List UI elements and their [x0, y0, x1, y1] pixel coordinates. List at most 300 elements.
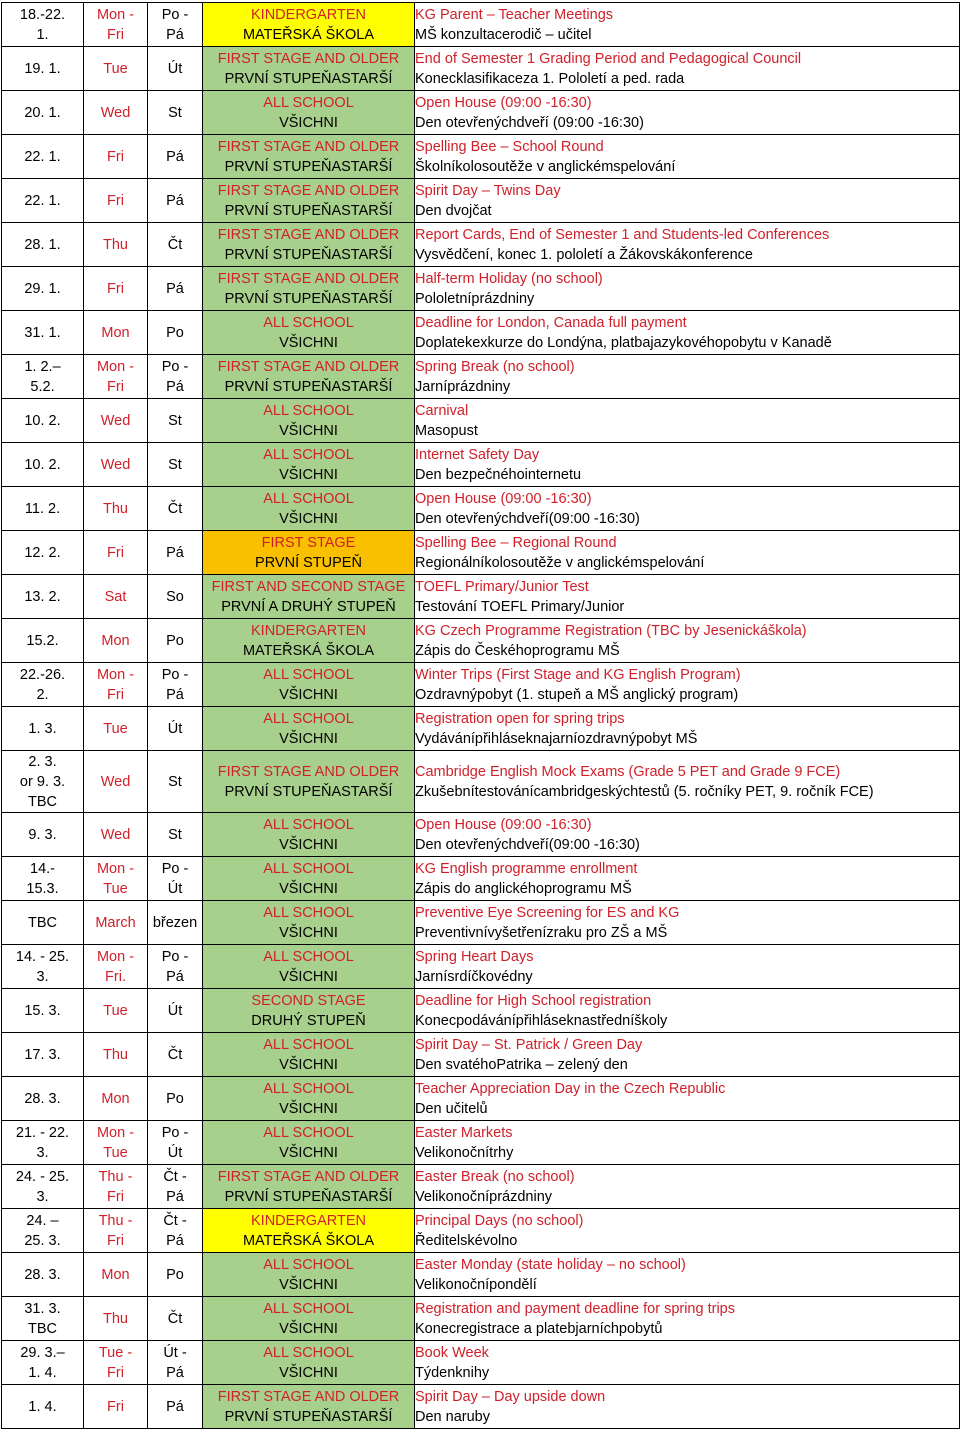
date-cell-line: 1.: [36, 26, 49, 43]
date-cell: [2, 707, 84, 751]
date-cell-line: 18.-22.: [19, 6, 66, 23]
weekday-cz-cell-line: Čt: [167, 1046, 183, 1063]
weekday-cz-cell: [148, 135, 203, 179]
date-cell-line: 12. 2.: [24, 544, 61, 561]
event-cell: [415, 663, 960, 707]
event-cell: [415, 1033, 960, 1077]
audience-cell: [203, 751, 415, 813]
weekday-en-cell: [84, 1033, 148, 1077]
event-cz: Den otevřenýchdveří (09:00 -16:30): [415, 114, 644, 131]
weekday-cz-cell: [148, 575, 203, 619]
table-row: [2, 1341, 960, 1385]
date-cell-line: 29. 1.: [24, 280, 61, 297]
event-en: Open House (09:00 -16:30): [415, 816, 592, 833]
date-cell-line: 1. 4.: [28, 1364, 57, 1381]
weekday-cz-cell: [148, 1297, 203, 1341]
weekday-cz-cell: [148, 355, 203, 399]
table-row: [2, 813, 960, 857]
event-cell: [415, 813, 960, 857]
weekday-cz-cell-line: Po: [166, 1266, 184, 1283]
audience-en: KINDERGARTEN: [251, 622, 366, 639]
audience-cz: PRVNÍ STUPEŇASTARŠÍ: [224, 378, 393, 395]
event-en: Spirit Day – Twins Day: [415, 182, 561, 199]
event-cell: [415, 707, 960, 751]
event-en: End of Semester 1 Grading Period and Pedagogical Council: [415, 50, 802, 67]
event-en: Spring Break (no school): [415, 358, 575, 375]
event-cz: Den otevřenýchdveří(09:00 -16:30): [415, 510, 640, 527]
weekday-en-cell-line: Wed: [100, 456, 131, 473]
audience-cz: VŠICHNI: [279, 334, 338, 351]
weekday-cz-cell: [148, 399, 203, 443]
audience-cz: MATEŘSKÁ ŠKOLA: [242, 26, 375, 43]
audience-en: ALL SCHOOL: [263, 816, 354, 833]
table-row: [2, 857, 960, 901]
weekday-en-cell: [84, 1121, 148, 1165]
weekday-en-cell: [84, 223, 148, 267]
weekday-cz-cell-line: So: [166, 588, 184, 605]
audience-cell: [203, 813, 415, 857]
event-cell: [415, 1209, 960, 1253]
audience-cell: [203, 1253, 415, 1297]
audience-cell: [203, 355, 415, 399]
event-cell: [415, 223, 960, 267]
weekday-en-cell-line: Wed: [100, 104, 131, 121]
audience-cz: VŠICHNI: [279, 466, 338, 483]
event-cz: Den dvojčat: [415, 202, 492, 219]
event-en: Half-term Holiday (no school): [415, 270, 603, 287]
audience-en: ALL SCHOOL: [263, 1256, 354, 1273]
date-cell-line: 3.: [36, 1188, 49, 1205]
date-cell-line: 14. - 25.: [15, 948, 70, 965]
date-cell: [2, 901, 84, 945]
event-cell: [415, 355, 960, 399]
audience-en: FIRST AND SECOND STAGE: [211, 578, 406, 595]
weekday-en-cell-line: Tue: [103, 1144, 128, 1161]
audience-cell: [203, 47, 415, 91]
date-cell-line: 3.: [36, 1144, 49, 1161]
audience-cz: VŠICHNI: [279, 968, 338, 985]
event-cell: [415, 1297, 960, 1341]
weekday-cz-cell-line: Pá: [166, 192, 184, 209]
weekday-en-cell-line: Fri: [107, 148, 124, 165]
weekday-cz-cell-line: Po: [166, 324, 184, 341]
weekday-cz-cell-line: Pá: [166, 1364, 184, 1381]
event-cell: [415, 3, 960, 47]
table-row: [2, 443, 960, 487]
table-row: [2, 901, 960, 945]
event-cz: Vysvědčení, konec 1. pololetí a Žákovskákonference: [415, 246, 753, 263]
audience-en: FIRST STAGE AND OLDER: [217, 270, 400, 287]
date-cell-line: 11. 2.: [24, 500, 61, 517]
date-cell-line: 17. 3.: [24, 1046, 61, 1063]
audience-cz: VŠICHNI: [279, 510, 338, 527]
weekday-cz-cell-line: Pá: [166, 1232, 184, 1249]
audience-cz: PRVNÍ STUPEŇASTARŠÍ: [224, 783, 393, 800]
audience-cell: [203, 575, 415, 619]
date-cell-line: 15.3.: [26, 880, 59, 897]
event-en: Winter Trips (First Stage and KG English Program): [415, 666, 741, 683]
weekday-cz-cell-line: Út -: [163, 1344, 187, 1361]
audience-cz: PRVNÍ A DRUHÝ STUPEŇ: [221, 598, 396, 615]
date-cell: [2, 267, 84, 311]
weekday-cz-cell-line: Út: [167, 1002, 183, 1019]
weekday-en-cell: [84, 945, 148, 989]
audience-cz: PRVNÍ STUPEŇASTARŠÍ: [224, 1188, 393, 1205]
audience-cz: PRVNÍ STUPEŇASTARŠÍ: [224, 246, 393, 263]
weekday-en-cell: [84, 1165, 148, 1209]
event-cz: Ozdravnýpobyt (1. stupeň a MŠ anglický program): [415, 686, 739, 703]
event-cell: [415, 1165, 960, 1209]
weekday-cz-cell-line: Pá: [166, 686, 184, 703]
weekday-cz-cell: [148, 1385, 203, 1429]
event-cell: [415, 179, 960, 223]
audience-en: ALL SCHOOL: [263, 402, 354, 419]
audience-en: FIRST STAGE AND OLDER: [217, 1168, 400, 1185]
audience-cell: [203, 663, 415, 707]
weekday-en-cell: [84, 135, 148, 179]
date-cell: [2, 1165, 84, 1209]
weekday-en-cell-line: Mon -: [96, 860, 135, 877]
event-cz: Jarnísrdíčkovédny: [415, 968, 533, 985]
table-row: [2, 1297, 960, 1341]
weekday-cz-cell: [148, 813, 203, 857]
weekday-cz-cell: [148, 1341, 203, 1385]
date-cell: [2, 1385, 84, 1429]
event-cell: [415, 1385, 960, 1429]
date-cell-line: 20. 1.: [24, 104, 61, 121]
event-cz: Preventivnívyšetřenízraku pro ZŠ a MŠ: [415, 924, 668, 941]
weekday-en-cell-line: Mon -: [96, 6, 135, 23]
weekday-en-cell: [84, 311, 148, 355]
event-cz: Masopust: [415, 422, 478, 439]
weekday-en-cell-line: Mon: [101, 1090, 130, 1107]
date-cell-line: 3.: [36, 968, 49, 985]
table-row: [2, 267, 960, 311]
event-en: Deadline for London, Canada full payment: [415, 314, 687, 331]
weekday-cz-cell: [148, 487, 203, 531]
weekday-cz-cell-line: St: [168, 773, 182, 790]
weekday-cz-cell: [148, 1121, 203, 1165]
weekday-en-cell: [84, 707, 148, 751]
event-cz: Den učitelů: [415, 1100, 488, 1117]
weekday-en-cell-line: Mon -: [96, 358, 135, 375]
weekday-en-cell-line: Tue: [103, 880, 128, 897]
audience-en: ALL SCHOOL: [263, 314, 354, 331]
table-row: [2, 311, 960, 355]
table-row: [2, 575, 960, 619]
weekday-cz-cell: [148, 443, 203, 487]
audience-cz: PRVNÍ STUPEŇ: [255, 554, 362, 571]
date-cell-line: 10. 2.: [24, 412, 61, 429]
event-cz: Velikonočníprázdniny: [415, 1188, 553, 1205]
table-row: [2, 1385, 960, 1429]
table-row: [2, 355, 960, 399]
weekday-en-cell-line: Wed: [100, 826, 131, 843]
date-cell-line: 29. 3.–: [20, 1344, 65, 1361]
event-en: Registration and payment deadline for spring trips: [415, 1300, 735, 1317]
weekday-cz-cell-line: Čt -: [163, 1168, 187, 1185]
event-cell: [415, 1121, 960, 1165]
audience-en: FIRST STAGE AND OLDER: [217, 182, 400, 199]
weekday-en-cell-line: Fri: [107, 378, 124, 395]
weekday-cz-cell: [148, 707, 203, 751]
weekday-cz-cell: [148, 989, 203, 1033]
event-cell: [415, 857, 960, 901]
weekday-cz-cell: [148, 3, 203, 47]
date-cell-line: 2. 3.: [28, 753, 57, 770]
weekday-en-cell: [84, 619, 148, 663]
audience-cz: VŠICHNI: [279, 880, 338, 897]
event-en: Carnival: [415, 402, 469, 419]
event-cz: Týdenknihy: [415, 1364, 490, 1381]
audience-en: ALL SCHOOL: [263, 948, 354, 965]
date-cell-line: 14.-: [30, 860, 55, 877]
event-cell: [415, 1253, 960, 1297]
audience-cz: PRVNÍ STUPEŇASTARŠÍ: [224, 290, 393, 307]
weekday-en-cell: [84, 1385, 148, 1429]
audience-cz: PRVNÍ STUPEŇASTARŠÍ: [224, 158, 393, 175]
event-cz: Konecklasifikaceza 1. Pololetí a ped. rada: [415, 70, 685, 87]
audience-cell: [203, 91, 415, 135]
weekday-en-cell: [84, 443, 148, 487]
weekday-en-cell-line: Fri: [107, 280, 124, 297]
weekday-en-cell-line: March: [95, 914, 136, 931]
event-cell: [415, 91, 960, 135]
date-cell: [2, 1121, 84, 1165]
audience-en: ALL SCHOOL: [263, 1036, 354, 1053]
event-cz: Jarníprázdniny: [415, 378, 511, 395]
date-cell: [2, 399, 84, 443]
weekday-en-cell: [84, 531, 148, 575]
event-cell: [415, 47, 960, 91]
table-row: [2, 3, 960, 47]
audience-cz: MATEŘSKÁ ŠKOLA: [242, 1232, 375, 1249]
weekday-en-cell-line: Thu: [103, 236, 128, 253]
audience-cell: [203, 399, 415, 443]
weekday-cz-cell-line: Po -: [161, 1124, 189, 1141]
event-en: Open House (09:00 -16:30): [415, 490, 592, 507]
weekday-en-cell: [84, 857, 148, 901]
event-cell: [415, 399, 960, 443]
weekday-cz-cell: [148, 223, 203, 267]
weekday-cz-cell: [148, 91, 203, 135]
weekday-cz-cell-line: Pá: [166, 1188, 184, 1205]
event-cz: Konecregistrace a platebjarníchpobytů: [415, 1320, 663, 1337]
audience-cell: [203, 1341, 415, 1385]
event-en: Cambridge English Mock Exams (Grade 5 PET and Grade 9 FCE): [415, 763, 841, 780]
weekday-cz-cell-line: březen: [152, 914, 198, 931]
weekday-en-cell: [84, 179, 148, 223]
event-en: KG English programme enrollment: [415, 860, 638, 877]
weekday-cz-cell-line: Po -: [161, 860, 189, 877]
date-cell: [2, 91, 84, 135]
weekday-cz-cell-line: Pá: [166, 378, 184, 395]
audience-en: FIRST STAGE AND OLDER: [217, 358, 400, 375]
event-cell: [415, 135, 960, 179]
date-cell: [2, 619, 84, 663]
event-en: Spelling Bee – Regional Round: [415, 534, 617, 551]
event-cz: Pololetníprázdniny: [415, 290, 535, 307]
event-cell: [415, 1077, 960, 1121]
weekday-en-cell: [84, 355, 148, 399]
school-calendar-table: [1, 2, 960, 1429]
weekday-en-cell-line: Tue: [103, 1002, 128, 1019]
weekday-en-cell: [84, 989, 148, 1033]
weekday-en-cell: [84, 663, 148, 707]
weekday-en-cell-line: Fri: [107, 1398, 124, 1415]
weekday-cz-cell: [148, 267, 203, 311]
weekday-cz-cell-line: Čt: [167, 500, 183, 517]
event-cell: [415, 1341, 960, 1385]
weekday-en-cell-line: Thu: [103, 1310, 128, 1327]
date-cell-line: or 9. 3.: [19, 773, 66, 790]
weekday-cz-cell-line: Po: [166, 632, 184, 649]
date-cell: [2, 487, 84, 531]
weekday-cz-cell-line: Po: [166, 1090, 184, 1107]
audience-en: ALL SCHOOL: [263, 666, 354, 683]
date-cell: [2, 1033, 84, 1077]
table-row: [2, 1253, 960, 1297]
event-cz: Školníkolosoutěže v anglickémspelování: [415, 158, 676, 175]
audience-en: KINDERGARTEN: [251, 1212, 366, 1229]
date-cell-line: TBC: [28, 914, 57, 931]
weekday-cz-cell: [148, 179, 203, 223]
table-row: [2, 1209, 960, 1253]
weekday-en-cell-line: Tue: [103, 60, 128, 77]
event-cz: Den naruby: [415, 1408, 490, 1425]
weekday-en-cell: [84, 1341, 148, 1385]
audience-cz: PRVNÍ STUPEŇASTARŠÍ: [224, 1408, 393, 1425]
weekday-cz-cell: [148, 901, 203, 945]
audience-cell: [203, 989, 415, 1033]
weekday-en-cell-line: Thu -: [98, 1168, 133, 1185]
weekday-cz-cell-line: Po -: [161, 358, 189, 375]
table-row: [2, 223, 960, 267]
table-row: [2, 487, 960, 531]
event-cz: Regionálníkolosoutěže v anglickémspelování: [415, 554, 705, 571]
table-row: [2, 179, 960, 223]
audience-en: ALL SCHOOL: [263, 1344, 354, 1361]
weekday-cz-cell: [148, 1077, 203, 1121]
audience-cz: DRUHÝ STUPEŇ: [251, 1012, 366, 1029]
table-row: [2, 989, 960, 1033]
event-cz: Zkušebnítestovánícambridgeskýchtestů (5. ročníky PET, 9. ročník FCE): [415, 783, 874, 800]
table-row: [2, 1077, 960, 1121]
audience-cz: VŠICHNI: [279, 1364, 338, 1381]
audience-cell: [203, 857, 415, 901]
date-cell: [2, 945, 84, 989]
weekday-cz-cell-line: Čt -: [163, 1212, 187, 1229]
weekday-en-cell-line: Thu: [103, 500, 128, 517]
weekday-cz-cell: [148, 945, 203, 989]
date-cell: [2, 663, 84, 707]
weekday-cz-cell-line: St: [168, 826, 182, 843]
weekday-en-cell-line: Fri: [107, 686, 124, 703]
table-row: [2, 751, 960, 813]
event-cz: Testování TOEFL Primary/Junior: [415, 598, 625, 615]
event-cell: [415, 575, 960, 619]
date-cell: [2, 1253, 84, 1297]
table-row: [2, 91, 960, 135]
date-cell-line: 22.-26.: [19, 666, 66, 683]
weekday-cz-cell-line: Čt: [167, 1310, 183, 1327]
date-cell-line: TBC: [28, 793, 57, 810]
event-en: Teacher Appreciation Day in the Czech Republic: [415, 1080, 726, 1097]
date-cell-line: 24. - 25.: [15, 1168, 70, 1185]
date-cell-line: 15. 3.: [24, 1002, 61, 1019]
weekday-en-cell-line: Fri: [107, 1364, 124, 1381]
event-cz: Konecpodávánípřihláseknastředníškoly: [415, 1012, 668, 1029]
event-cell: [415, 311, 960, 355]
weekday-en-cell-line: Fri: [107, 192, 124, 209]
weekday-cz-cell: [148, 1165, 203, 1209]
event-cell: [415, 443, 960, 487]
audience-cell: [203, 179, 415, 223]
weekday-en-cell: [84, 1077, 148, 1121]
audience-en: ALL SCHOOL: [263, 1300, 354, 1317]
event-cz: Zápis do anglickéhoprogramu MŠ: [415, 880, 632, 897]
event-en: Preventive Eye Screening for ES and KG: [415, 904, 680, 921]
weekday-cz-cell-line: Út: [167, 1144, 183, 1161]
date-cell-line: 1. 3.: [28, 720, 57, 737]
date-cell: [2, 1341, 84, 1385]
event-cell: [415, 901, 960, 945]
event-en: Spirit Day – Day upside down: [415, 1388, 606, 1405]
audience-cz: MATEŘSKÁ ŠKOLA: [242, 642, 375, 659]
audience-en: FIRST STAGE AND OLDER: [217, 50, 400, 67]
weekday-en-cell-line: Mon -: [96, 1124, 135, 1141]
weekday-cz-cell: [148, 311, 203, 355]
table-row: [2, 1033, 960, 1077]
date-cell: [2, 989, 84, 1033]
event-cz: Velikonočnítrhy: [415, 1144, 514, 1161]
audience-en: KINDERGARTEN: [251, 6, 366, 23]
audience-cell: [203, 1121, 415, 1165]
calendar-body: [2, 3, 960, 1429]
event-en: Report Cards, End of Semester 1 and Students-led Conferences: [415, 226, 830, 243]
audience-en: FIRST STAGE AND OLDER: [217, 138, 400, 155]
event-en: Spring Heart Days: [415, 948, 534, 965]
audience-cell: [203, 1165, 415, 1209]
audience-cz: VŠICHNI: [279, 114, 338, 131]
audience-en: FIRST STAGE AND OLDER: [217, 226, 400, 243]
audience-cz: VŠICHNI: [279, 422, 338, 439]
audience-en: ALL SCHOOL: [263, 1080, 354, 1097]
date-cell-line: 22. 1.: [24, 148, 61, 165]
date-cell-line: 1. 2.–: [24, 358, 61, 375]
date-cell-line: 21. - 22.: [15, 1124, 70, 1141]
event-en: Open House (09:00 -16:30): [415, 94, 592, 111]
weekday-cz-cell-line: Po -: [161, 948, 189, 965]
weekday-en-cell-line: Mon: [101, 324, 130, 341]
weekday-cz-cell: [148, 663, 203, 707]
date-cell-line: 9. 3.: [28, 826, 57, 843]
table-row: [2, 945, 960, 989]
weekday-en-cell-line: Mon -: [96, 948, 135, 965]
weekday-cz-cell: [148, 1033, 203, 1077]
audience-cell: [203, 707, 415, 751]
date-cell: [2, 1209, 84, 1253]
audience-en: ALL SCHOOL: [263, 904, 354, 921]
event-cz: Den bezpečnéhointernetu: [415, 466, 582, 483]
date-cell: [2, 751, 84, 813]
weekday-en-cell: [84, 1253, 148, 1297]
audience-cell: [203, 487, 415, 531]
audience-cz: VŠICHNI: [279, 836, 338, 853]
audience-en: FIRST STAGE AND OLDER: [217, 1388, 400, 1405]
weekday-en-cell: [84, 575, 148, 619]
weekday-cz-cell: [148, 857, 203, 901]
